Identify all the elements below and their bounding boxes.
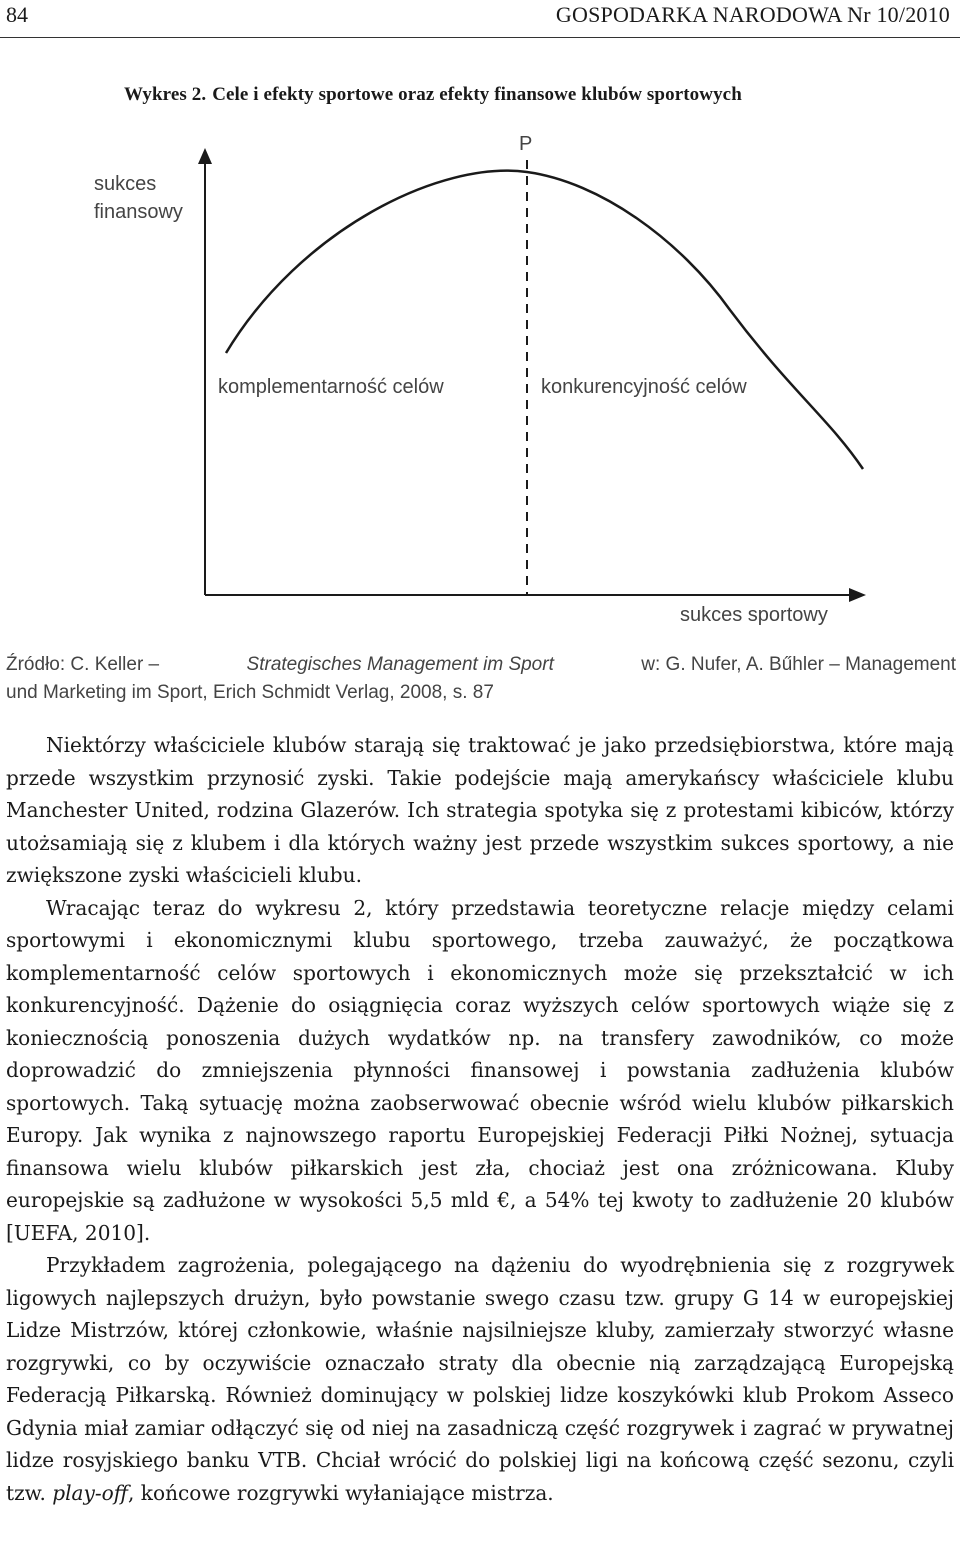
- y-axis-label: [94, 170, 183, 226]
- header-rule: [0, 37, 960, 38]
- figure-label: Wykres 2.: [124, 84, 207, 105]
- page-header: [0, 2, 960, 32]
- left-region-label: komplementarność celów: [218, 376, 444, 398]
- play-off-term: play-off: [52, 1480, 129, 1505]
- journal-title: GOSPODARKA NARODOWA Nr 10/2010: [555, 2, 950, 27]
- source-line-2: und Marketing im Sport, Erich Schmidt Verlag, 2008, s. 87: [6, 682, 494, 703]
- figure-title: [124, 84, 742, 106]
- y-axis-label-line1: sukces: [94, 173, 157, 195]
- paragraph-2-text: Wracając teraz do wykresu 2, który przedstawia teoretyczne relacje między celami sportowymi i ekonomicznymi klubu sportowego, trzeba zauważyć, że początkowa komplementarność celów sportowych i ekonomicznych może się przekształcić w ich konkurencyjność. Dążenie do osiągnięcia coraz wyższych celów sportowych wiąże się z koniecznością ponoszenia dużych wydatków np. na transfery zawodników, co może doprowadzić do zmniejszenia płynności finansowej i powstania zadłużenia klubów sportowych. Taką sytuację można zaobserwować obecnie wśród wielu klubów piłkarskich Europy. Jak wynika z najnowszego raportu Europejskiej Federacji Piłki Nożnej, sytuacja finansowa wielu klubów piłkarskich jest zła, chociaż jest ona zróżnicowana. Kluby europejskie są zadłużone w wysokości 5,5 mld €, a 54% tej kwoty to zadłużenie 20 klubów [UEFA, 2010].: [6, 895, 954, 1245]
- figure-source: [6, 651, 956, 707]
- y-axis-arrow: [198, 148, 212, 164]
- y-axis-label-line2: finansowy: [94, 201, 183, 223]
- effects-curve: [226, 171, 863, 469]
- source-mid: w: G. Nufer, A. Bűhler – Management: [641, 654, 956, 675]
- paragraph-1: [6, 729, 954, 892]
- page-number: 84: [6, 2, 28, 27]
- x-axis-arrow: [849, 588, 866, 602]
- peak-label: P: [519, 133, 533, 155]
- paragraph-3-text: Przykładem zagrożenia, polegającego na dążeniu do wyodrębnienia się z rozgrywek ligowych najlepszych drużyn, było powstanie swego czasu tzw. grupy G 14 w europejskiej Lidze Mistrzów, której członkowie, właśnie najsilniejsze kluby, zamierzały stworzyć własne rozgrywki, co by oczywiście oznaczało straty dla obecnie nią zarządzającą Europejską Federacją Piłkarską. Również dominujący w polskiej lidze koszykówki klub Prokom Asseco Gdynia miał zamiar odłączyć się od niej na zasadniczą część rozgrywek i zagrać w prywatnej lidze rosyjskiego banku VTB. Chciał wrócić do polskiej ligi na końcową część sezonu, czyli tzw.: [6, 1253, 954, 1505]
- figure-caption: Cele i efekty sportowe oraz efekty finansowe klubów sportowych: [212, 84, 742, 105]
- paragraph-2: [6, 892, 954, 1250]
- source-title: Strategisches Management im Sport: [246, 654, 554, 675]
- paragraph-3: [6, 1249, 954, 1509]
- body-text: [6, 729, 954, 1509]
- x-axis-label: sukces sportowy: [680, 604, 828, 626]
- paragraph-1-text: Niektórzy właściciele klubów starają się traktować je jako przedsiębiorstwa, które mają przede wszystkim przynosić zyski. Takie podejście mają amerykańscy właściciele klubu Manchester United, rodzina Glazerów. Ich strategia spotyka się z protestami kibiców, którzy utożsamiają się z klubem i dla których ważny jest przede wszystkim sukces sportowy, a nie zwiększone zyski właścicieli klubu.: [6, 733, 954, 887]
- source-line-1: [6, 651, 956, 679]
- figure-diagram: [0, 120, 960, 640]
- paragraph-3-end: , końcowe rozgrywki wyłaniające mistrza.: [128, 1480, 554, 1505]
- source-prefix: Źródło: C. Keller –: [6, 654, 160, 675]
- right-region-label: konkurencyjność celów: [541, 376, 747, 398]
